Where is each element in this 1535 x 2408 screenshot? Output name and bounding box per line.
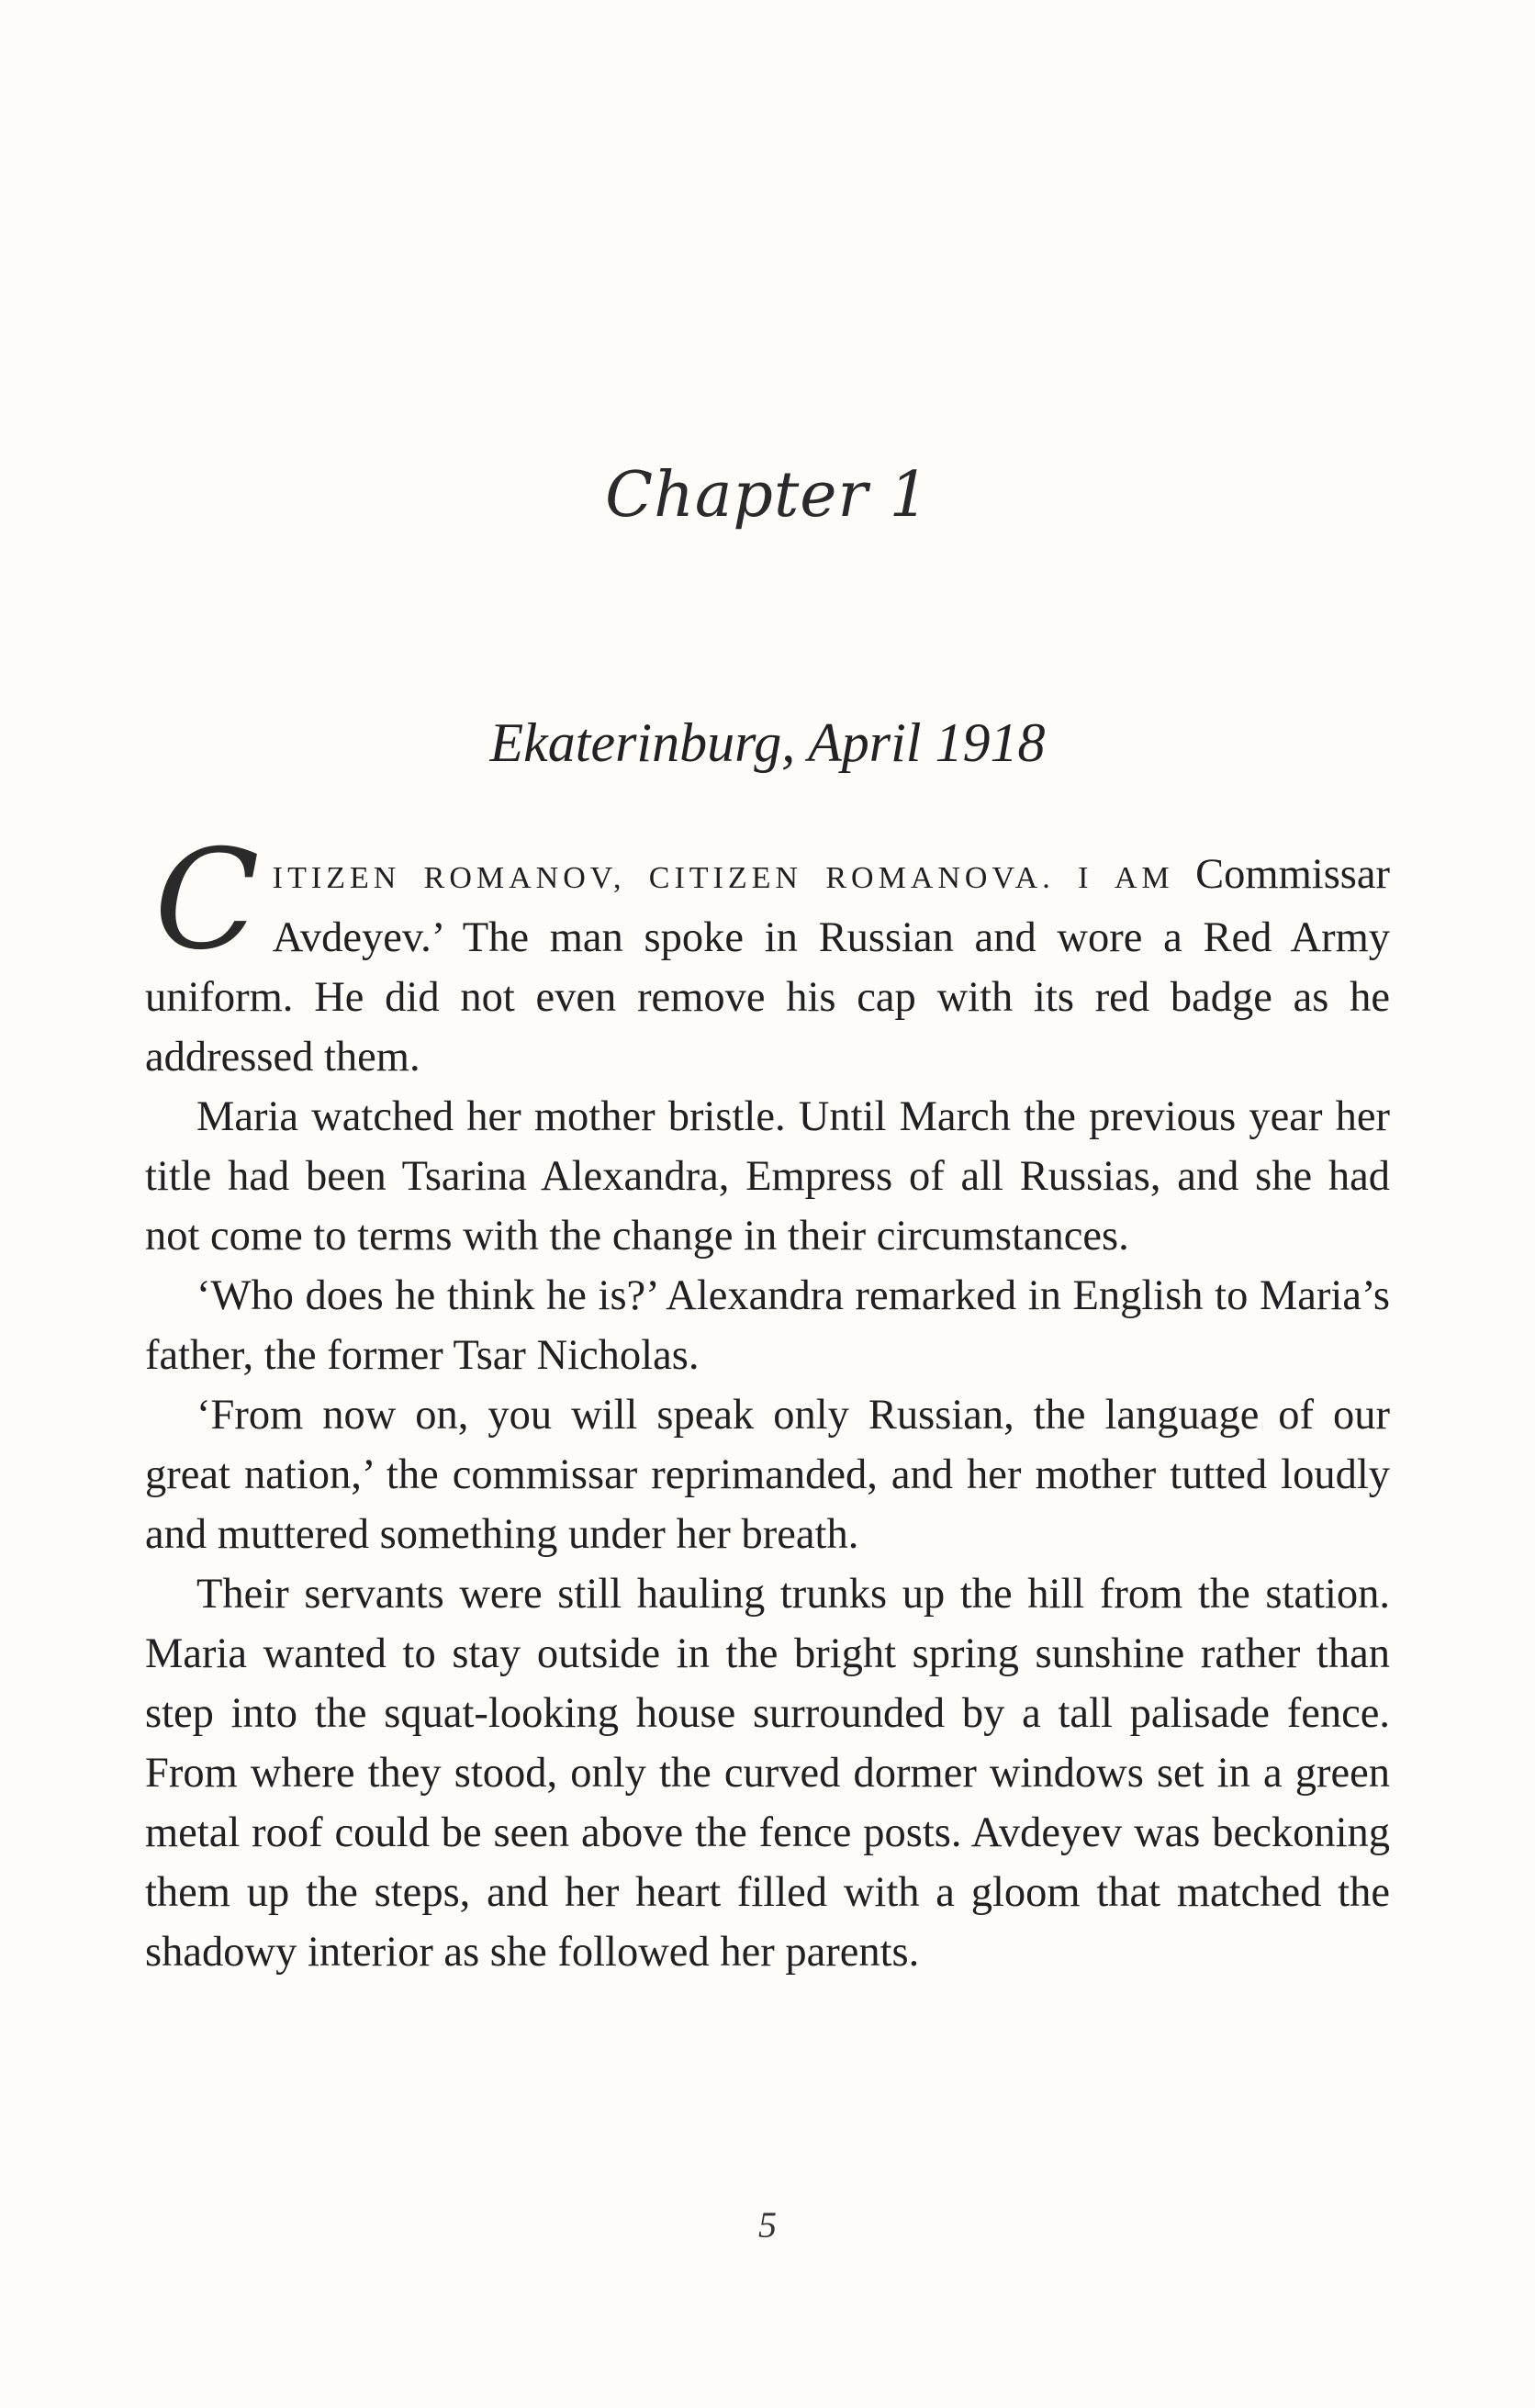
paragraph-1 bbox=[145, 821, 1391, 1087]
page-number: 5 bbox=[758, 2204, 777, 2246]
paragraph-4: ‘From now on, you will speak only Russian, the language of our great nation,’ the commissar reprimanded, and her mother tutted loudly and muttered something under her breath. bbox=[145, 1392, 1390, 1558]
opening-small-caps: ITIZEN ROMANOV, CITIZEN ROMANOVA. I AM bbox=[272, 861, 1174, 895]
paragraph-1-text: Commissar Avdeyev.’ The man spoke in Russian and wore a Red Army uniform. He did not even remove his cap with its red badge as he addressed them. bbox=[145, 851, 1391, 1081]
paragraph-5: Their servants were still hauling trunks up the hill from the station. Maria wanted to stay outside in the bright spring sunshine rather than step into the squat-looking house surrounded by a tall palisade fence. From where they stood, only the curved dormer windows set in a green metal roof could be seen above the fence posts. Avdeyev was beckoning them up the steps, and her heart filled with a gloom that matched the shadowy interior as she followed her parents. bbox=[145, 1571, 1390, 1976]
chapter-heading: Chapter 1 bbox=[605, 459, 930, 532]
drop-cap: C bbox=[154, 821, 260, 980]
body-text bbox=[145, 821, 1391, 1982]
paragraph-3: ‘Who does he think he is?’ Alexandra remarked in English to Maria’s father, the former Tsar Nicholas. bbox=[145, 1272, 1390, 1379]
paragraph-2: Maria watched her mother bristle. Until March the previous year her title had been Tsarina Alexandra, Empress of all Russias, and she had not come to terms with the change in their circumstances. bbox=[145, 1093, 1390, 1260]
place-date-subheading: Ekaterinburg, April 1918 bbox=[489, 712, 1046, 773]
